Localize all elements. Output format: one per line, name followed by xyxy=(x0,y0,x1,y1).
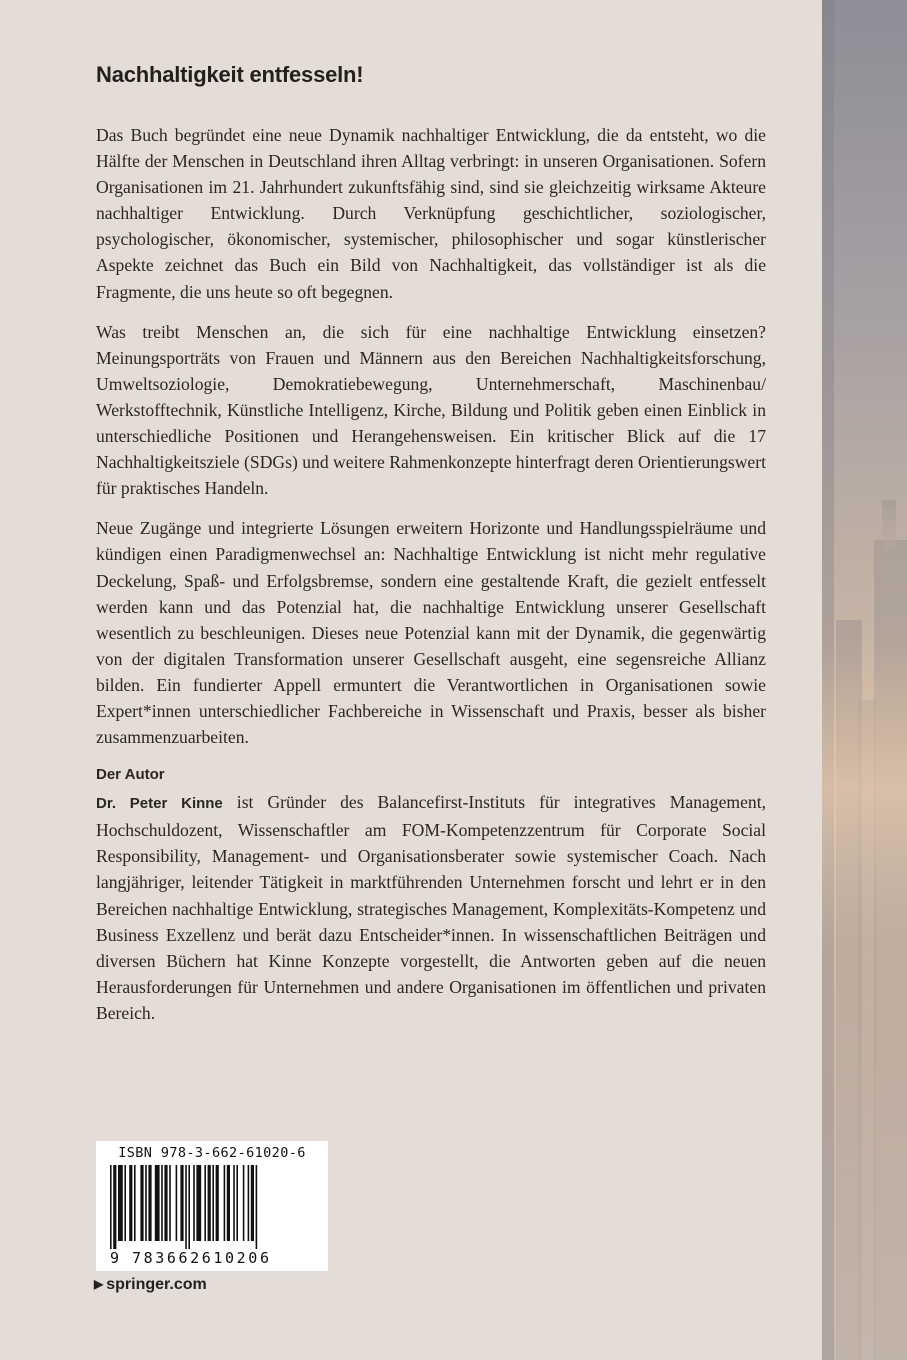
skyline-illustration xyxy=(822,0,907,1360)
ean-remaining-digits: 783662610206 xyxy=(132,1249,272,1267)
barcode-bars xyxy=(106,1165,318,1249)
blurb-heading: Nachhaltigkeit entfesseln! xyxy=(96,62,364,87)
cover-text xyxy=(96,62,766,1040)
skyline-image-strip xyxy=(822,0,907,1360)
blurb-paragraph-3: Neue Zugänge und integrierte Lösungen erweitern Horizonte und Handlungsspielräume und kündigen einen Paradigmenwechsel an: Nachhaltige Entwicklung ist nicht mehr regulative Deckelung, Spaß- und Erfolgsbremse, sondern eine gestaltende Kraft, die gezielt entfesselt werden kann und das Potenzial hat, die nachhaltige Entwicklung unserer Gesellschaft wesentlich zu beschleunigen. Dieses neue Potenzial kann mit der Dynamik, die gegenwärtig von der digitalen Transformation unserer Gesellschaft ausgeht, eine segensreiche Allianz bilden. Ein fundierter Appell ermuntert die Verantwortlichen in Organisationen sowie Expert*innen unterschiedlicher Fachbereiche in Wissenschaft und Praxis, besser als bisher zusammenzuarbeiten. xyxy=(96,518,766,748)
isbn-barcode xyxy=(96,1141,328,1271)
publisher-link[interactable] xyxy=(94,1276,207,1294)
blurb-paragraph-2: Was treibt Menschen an, die sich für eine nachhaltige Entwicklung einsetzen? Meinungsporträts von Frauen und Männern aus den Bereichen Nachhaltigkeitsforschung, Umweltsoziologie, Demokratiebewegung, Unternehmerschaft, Maschinenbau/ Werkstofftechnik, Künstliche Intelligenz, Kirche, Bildung und Politik geben einen Einblick in unterschiedliche Positionen und Herangehensweisen. Ein kritischer Blick auf die 17 Nachhaltigkeitsziele (SDGs) und weitere Rahmenkonzepte hinterfragt deren Orientierungswert für praktisches Handeln. xyxy=(96,321,766,499)
author-heading: Der Autor xyxy=(96,766,165,784)
author-name: Dr. Peter Kinne xyxy=(96,795,223,813)
author-bio-text: ist Gründer des Balancefirst-Instituts für integratives Management, Hochschuldozent, Wissenschaftler am FOM-Kompetenzzentrum für Corporate Social Responsibility, Management- und Organisationsberater sowie systemischer Coach. Nach langjähriger, leitender Tätigkeit in marktführenden Unternehmen forscht und lehrt er in den Bereichen nachhaltige Entwicklung, strategisches Management, Komplexitäts-Kompetenz und Business Exzellenz und berät dazu Entscheider*innen. In wissenschaftlichen Beiträgen und diversen Büchern hat Kinne Konzepte vorgestellt, die Antworten geben auf die neuen Herausforderungen für Unternehmen und andere Organisationen im öffentlichen und privaten Bereich. xyxy=(96,792,766,1023)
publisher-url: springer.com xyxy=(106,1276,207,1293)
ean-first-digit: 9 xyxy=(110,1249,120,1267)
triangle-right-icon: ▶ xyxy=(94,1277,104,1291)
blurb-paragraph-1: Das Buch begründet eine neue Dynamik nachhaltiger Entwicklung, die da entsteht, wo die Hälfte der Menschen in Deutschland ihren Alltag verbringt: in unseren Organisationen. Sofern Organisationen im 21. Jahrhundert zukunftsfähig sind, sind sie gleichzeitig wirksame Akteure nachhaltiger Entwicklung. Durch Verknüpfung geschichtlicher, soziologischer, psychologischer, ökonomischer, systemischer, philosophischer und sogar künstlerischer Aspekte zeichnet das Buch ein Bild von Nachhaltigkeit, das vollständiger ist als die Fragmente, die uns heute so oft begegnen. xyxy=(96,125,766,302)
author-bio xyxy=(96,789,766,1026)
isbn-label: ISBN 978-3-662-61020-6 xyxy=(118,1145,306,1161)
